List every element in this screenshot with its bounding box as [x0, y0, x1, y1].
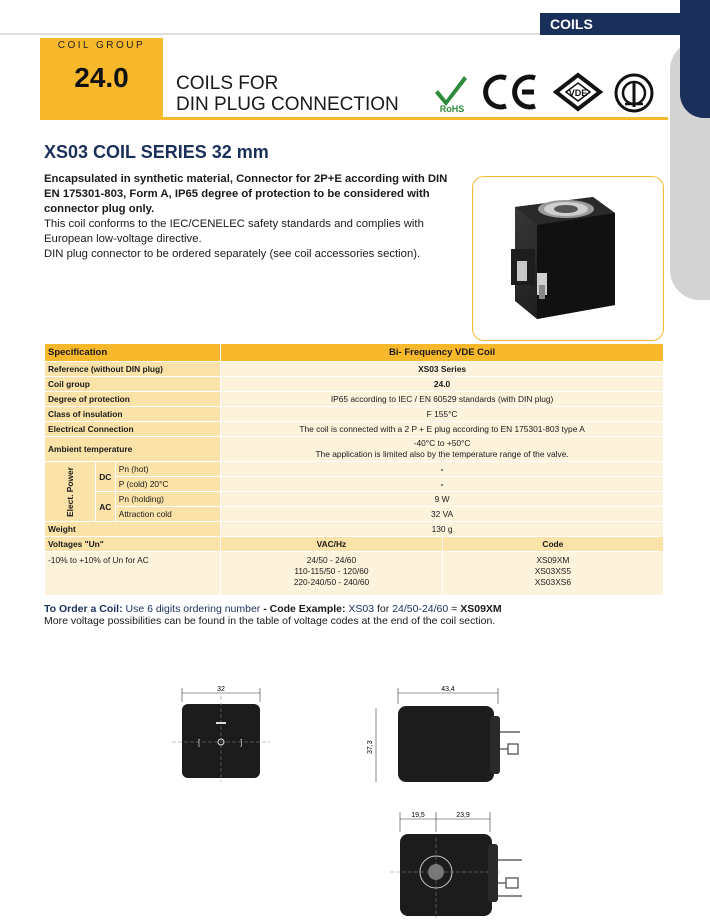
- order-prefix: To Order a Coil:: [44, 603, 123, 615]
- coil-group-label: COIL GROUP: [57, 40, 146, 51]
- side-view-drawing: [366, 682, 536, 782]
- ambient-note: The application is limited also by the temperature range of the valve.: [315, 449, 569, 459]
- power-value-pn-hot: -: [221, 462, 664, 477]
- top-dim1-label: 19,5: [411, 812, 425, 819]
- spec-label-ambient: Ambient temperature: [45, 437, 221, 462]
- rohs-text: RoHS: [439, 104, 465, 114]
- power-sub-attraction: Attraction cold: [115, 507, 220, 522]
- vac-row: 24/50 - 24/60: [306, 555, 357, 565]
- intro-bold: Encapsulated in synthetic material, Connector for 2P+E according with DIN EN 175301-803, Form A, IP65 degree of protection to be considered with connector plug only.: [44, 173, 448, 215]
- col-vac-header: VAC/Hz: [221, 537, 443, 552]
- spec-label-coil-group: Coil group: [45, 377, 221, 392]
- voltages-label: Voltages "Un": [45, 537, 221, 552]
- order-text: Use 6 digits ordering number: [122, 603, 264, 615]
- order-example-code: XS03: [348, 603, 375, 615]
- spec-header-label: Specification: [45, 344, 221, 362]
- spec-value-protection: IP65 according to IEC / EN 60529 standards (with DIN plug): [221, 392, 664, 407]
- power-sub-p-cold: P (cold) 20°C: [115, 477, 220, 492]
- spec-label-connection: Electrical Connection: [45, 422, 221, 437]
- spec-value-connection: The coil is connected with a 2 P + E plug according to EN 175301-803 type A: [221, 422, 664, 437]
- voltage-tolerance: -10% to +10% of Un for AC: [45, 552, 221, 596]
- top-dim2-label: 23,9: [456, 812, 470, 819]
- header-divider: [40, 117, 668, 120]
- elect-power-label: Elect. Power: [45, 462, 96, 522]
- rohs-icon: [432, 72, 472, 114]
- code-row: XS09XM: [536, 555, 570, 565]
- spec-label-reference: Reference (without DIN plug): [45, 362, 221, 377]
- spec-value-reference: XS03 Series: [221, 362, 664, 377]
- power-value-attraction: 32 VA: [221, 507, 664, 522]
- vac-row: 110-115/50 - 120/60: [294, 566, 369, 576]
- spec-label-insulation: Class of insulation: [45, 407, 221, 422]
- order-instructions: [44, 602, 502, 616]
- ce-mark-icon: [482, 74, 540, 110]
- ambient-range: -40°C to +50°C: [413, 438, 471, 448]
- order-example-eq: =: [448, 603, 461, 615]
- imq-icon: [613, 72, 655, 114]
- vac-values: [221, 552, 443, 596]
- power-value-p-cold: -: [221, 477, 664, 492]
- spec-value-ambient: [221, 437, 664, 462]
- spec-value-coil-group: 24.0: [221, 377, 664, 392]
- intro-paragraph-2: DIN plug connector to be ordered separately (see coil accessories section).: [44, 248, 421, 260]
- section-tab-coils[interactable]: COILS: [540, 13, 680, 35]
- order-example-for: for: [374, 603, 393, 615]
- page-title-line1: COILS FOR: [176, 73, 279, 94]
- spec-label-protection: Degree of protection: [45, 392, 221, 407]
- svg-text:[: [: [198, 738, 201, 747]
- dc-label: DC: [95, 462, 115, 492]
- spec-value-insulation: F 155°C: [221, 407, 664, 422]
- spec-value-weight: 130 g: [221, 522, 664, 537]
- spec-table: [44, 343, 664, 596]
- spec-header-value: Bi- Frequency VDE Coil: [221, 344, 664, 362]
- ac-label: AC: [95, 492, 115, 522]
- more-voltages-note: More voltage possibilities can be found in the table of voltage codes at the end of the coil section.: [44, 615, 496, 627]
- power-sub-pn-hot: Pn (hot): [115, 462, 220, 477]
- product-photo: [472, 176, 664, 341]
- side-navy-decoration: [680, 0, 710, 118]
- page-title: [176, 73, 399, 115]
- spec-label-weight: Weight: [45, 522, 221, 537]
- code-row: XS03XS6: [534, 577, 572, 587]
- top-view-drawing: [390, 808, 540, 920]
- vac-row: 220-240/50 - 240/60: [293, 577, 370, 587]
- vde-icon: [552, 72, 604, 112]
- code-row: XS03XS5: [534, 566, 572, 576]
- side-width-label: 43,4: [441, 686, 455, 693]
- svg-text:]: ]: [240, 738, 243, 747]
- intro-paragraph-1: This coil conforms to the IEC/CENELEC safety standards and complies with European low-voltage directive.: [44, 218, 424, 245]
- power-value-pn-holding: 9 W: [221, 492, 664, 507]
- order-example-voltage: 24/50-24/60: [392, 603, 449, 615]
- page-title-line2: DIN PLUG CONNECTION: [176, 94, 399, 115]
- col-code-header: Code: [442, 537, 663, 552]
- front-view-drawing: [170, 682, 280, 782]
- series-title: XS03 COIL SERIES 32 mm: [44, 142, 269, 162]
- coil-group-number: 24.0: [74, 62, 129, 93]
- code-values: [442, 552, 663, 596]
- intro-text: [44, 172, 456, 262]
- order-example-result: XS09XM: [460, 603, 502, 615]
- front-width-label: 32: [217, 686, 225, 693]
- vde-text: VDE: [568, 88, 588, 98]
- order-example-label: - Code Example:: [263, 603, 349, 615]
- side-height-label: 37,3: [367, 740, 374, 754]
- power-sub-pn-holding: Pn (holding): [115, 492, 220, 507]
